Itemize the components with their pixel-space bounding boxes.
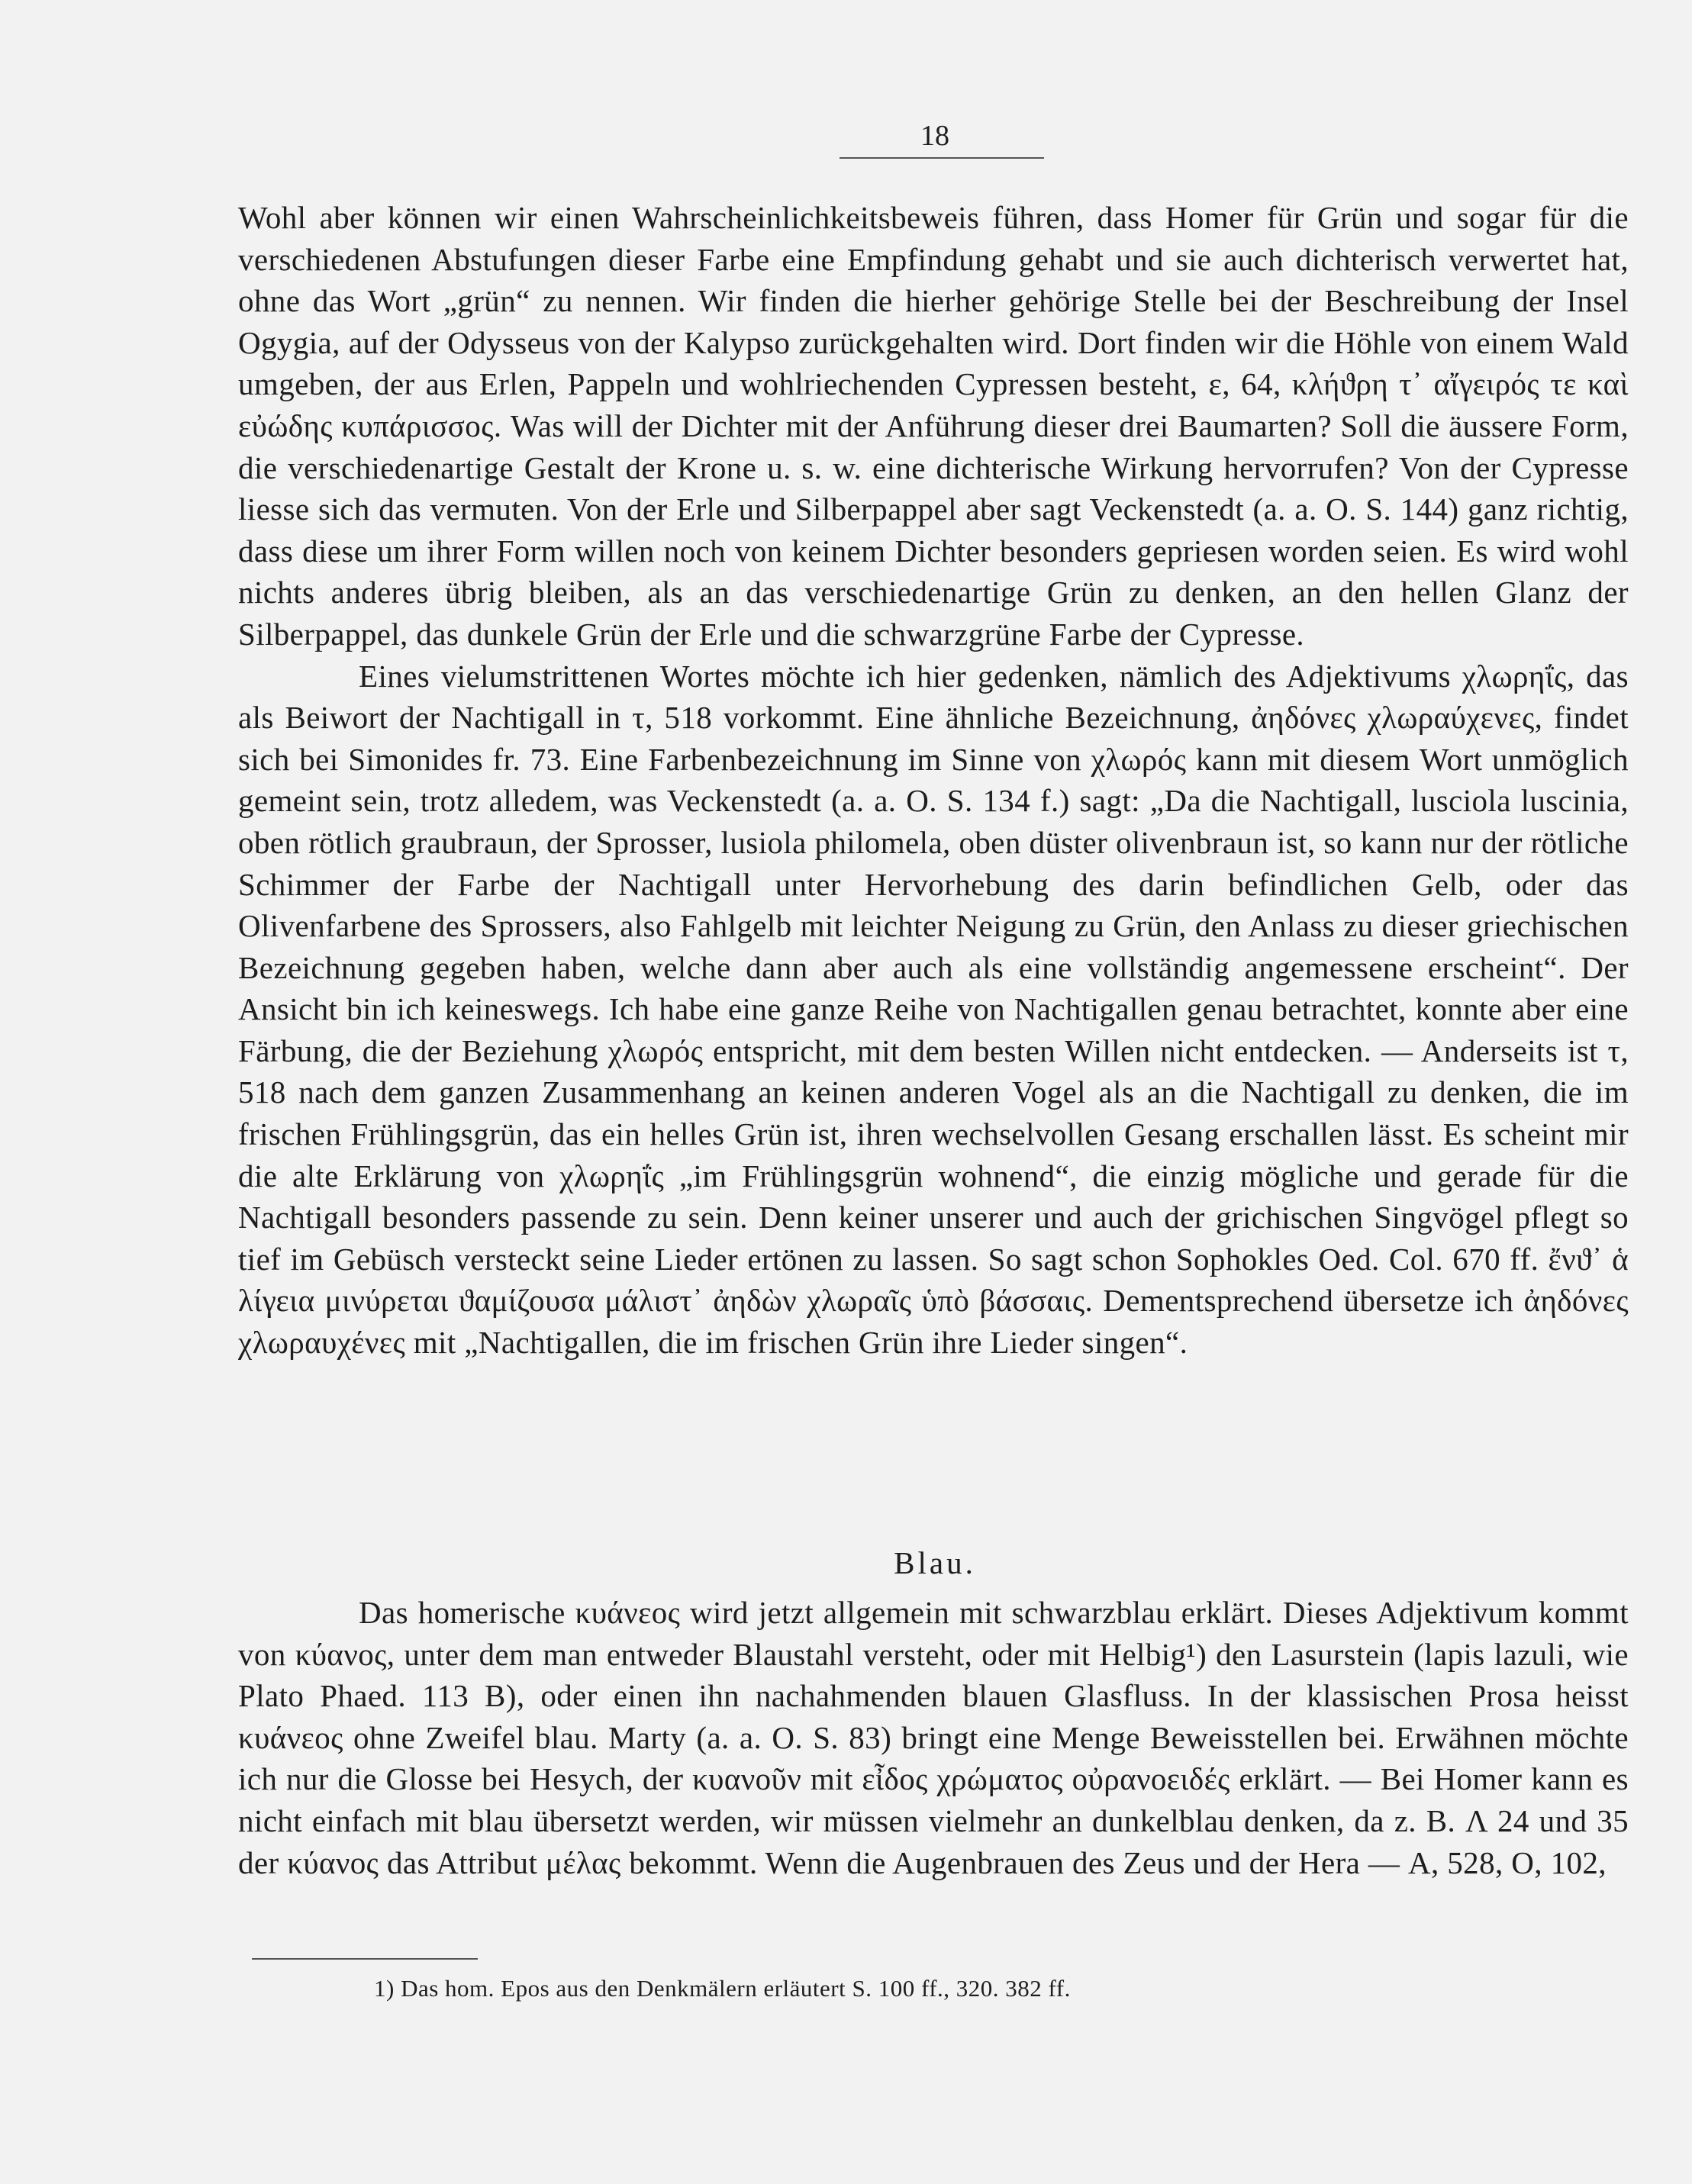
paragraph-probability-argument: Wohl aber können wir einen Wahrscheinlichkeitsbeweis führen, dass Homer für Grün und sogar für die verschiedenen Abstufungen dieser Farbe eine Empfindung gehabt und sie auch dichterisch verwertet hat, ohne das Wort „grün“ zu nennen. Wir finden die hierher gehörige Stelle bei der Beschreibung der Insel Ogygia, auf der Odysseus von der Kalypso zurückgehalten wird. Dort finden wir die Höhle von einem Wald umgeben, der aus Erlen, Pappeln und wohlriechenden Cypressen besteht, ε, 64, κλήϑρη τ᾽ αἴγειρός τε καὶ εὐώδης κυπάρισσος. Was will der Dichter mit der Anführung dieser drei Baumarten? Soll die äussere Form, die verschiedenartige Gestalt der Krone u. s. w. eine dichterische Wirkung hervorrufen? Von der Cypresse liesse sich das vermuten. Von der Erle und Silberpappel aber sagt Veckenstedt (a. a. O. S. 144) ganz richtig, dass diese um ihrer Form willen noch von keinem Dichter besonders gepriesen worden seien. Es wird wohl nichts anderes übrig bleiben, als an das verschiedenartige Grün zu denken, an den hellen Glanz der Silberpappel, das dunkele Grün der Erle und die schwarzgrüne Farbe der Cypresse.	[238, 200, 1629, 652]
footnote: 1) Das hom. Epos aus den Denkmälern erläutert S. 100 ff., 320. 382 ff.	[374, 1975, 1071, 2002]
footnote-rule	[252, 1958, 478, 1960]
section-heading-blau: Blau.	[894, 1545, 976, 1580]
section-blue-body	[238, 1592, 1629, 1883]
page-number: 18	[920, 120, 949, 152]
section-green-body	[238, 197, 1629, 1364]
page-number-rule	[840, 157, 1044, 159]
paragraph-nightingale-adjective: Eines vielumstrittenen Wortes möchte ich hier gedenken, nämlich des Adjektivums χλωρηΐς, das als Beiwort der Nachtigall in τ, 518 vorkommt. Eine ähnliche Bezeichnung, ἀηδόνες χλωραύχενες, findet sich bei Simonides fr. 73. Eine Farbenbezeichnung im Sinne von χλωρός kann mit diesem Wort unmöglich gemeint sein, trotz alledem, was Veckenstedt (a. a. O. S. 134 f.) sagt: „Da die Nachtigall, lusciola luscinia, oben rötlich graubraun, der Sprosser, lusiola philomela, oben düster olivenbraun ist, so kann nur der rötliche Schimmer der Farbe der Nachtigall unter Hervorhebung des darin befindlichen Gelb, oder das Olivenfarbene des Sprossers, also Fahlgelb mit leichter Neigung zu Grün, den Anlass zu dieser griechischen Bezeichnung gegeben haben, welche dann aber auch als eine vollständig angemessene erscheint“. Der Ansicht bin ich keineswegs. Ich habe eine ganze Reihe von Nachtigallen genau betrachtet, konnte aber eine Färbung, die der Beziehung χλωρός entspricht, mit dem besten Willen nicht entdecken. — Anderseits ist τ, 518 nach dem ganzen Zusammenhang an keinen anderen Vogel als an die Nachtigall zu denken, die im frischen Frühlingsgrün, das ein helles Grün ist, ihren wechselvollen Gesang erschallen lässt. Es scheint mir die alte Erklärung von χλωρηΐς „im Frühlingsgrün wohnend“, die einzig mögliche und gerade für die Nachtigall besonders passende zu sein. Denn keiner unserer und auch der grichischen Singvögel pflegt so tief im Gebüsch versteckt seine Lieder ertönen zu lassen. So sagt schon Sophokles Oed. Col. 670 ff. ἔνϑ᾽ ἁ λίγεια μινύρεται ϑαμίζουσα μάλιστ᾽ ἀηδὼν χλωραῖς ὑπὸ βάσσαις. Dementsprechend übersetze ich ἀηδόνες χλωραυχένες mit „Nachtigallen, die im frischen Grün ihre Lieder singen“.	[238, 658, 1629, 1361]
paragraph-kyaneos: Das homerische κυάνεος wird jetzt allgemein mit schwarzblau erklärt. Dieses Adjektivum kommt von κύανος, unter dem man entweder Blaustahl versteht, oder mit Helbig¹) den Lasurstein (lapis lazuli, wie Plato Phaed. 113 B), oder einen ihn nachahmenden blauen Glasfluss. In der klassischen Prosa heisst κυάνεος ohne Zweifel blau. Marty (a. a. O. S. 83) bringt eine Menge Beweisstellen bei. Erwähnen möchte ich nur die Glosse bei Hesych, der κυανοῦν mit εἶδος χρώματος οὐρανοειδές erklärt. — Bei Homer kann es nicht einfach mit blau übersetzt werden, wir müssen vielmehr an dunkelblau denken, da z. B. Λ 24 und 35 der κύανος das Attribut μέλας bekommt. Wenn die Augenbrauen des Zeus und der Hera — Α, 528, Ο, 102,	[238, 1595, 1629, 1880]
